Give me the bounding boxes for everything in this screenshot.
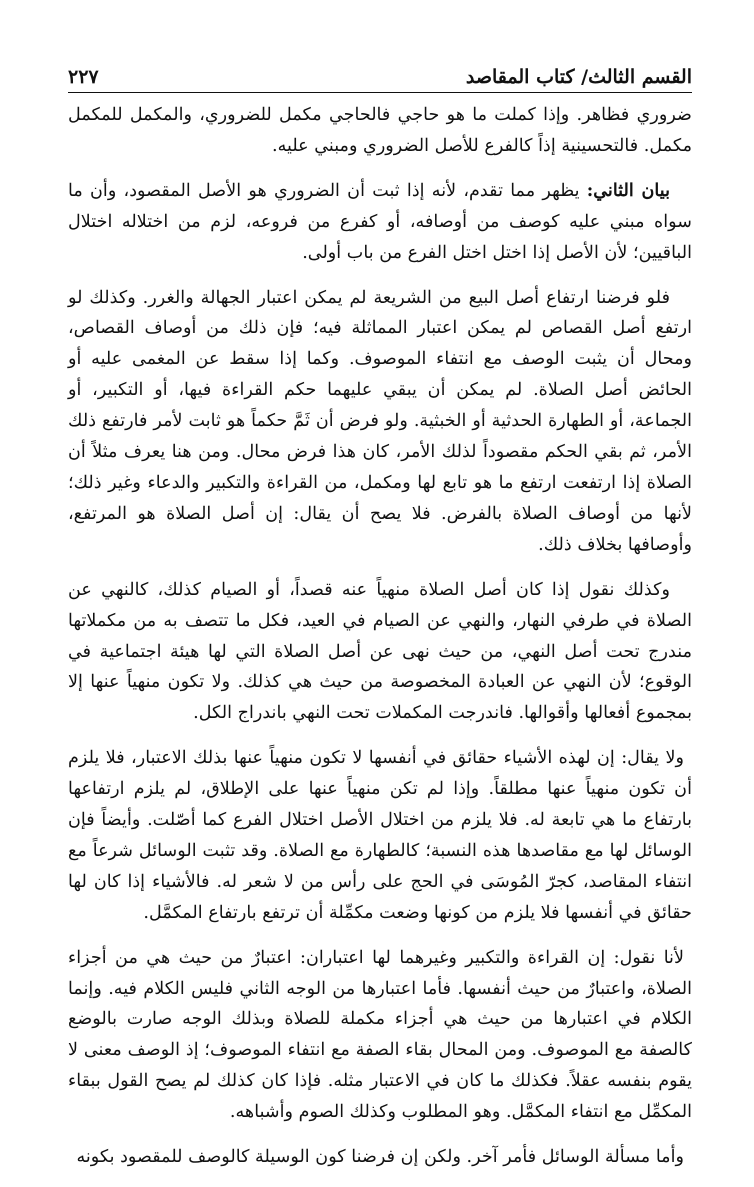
running-title: القسم الثالث/ كتاب المقاصد [465,66,692,88]
paragraph-text: لأنا نقول: إن القراءة والتكبير وغيرهما لها اعتباران: اعتبارٌ من حيث هي من أجزاء الصلاة، واعتبارٌ من حيث أنفسها. فأما اعتبارها من الوجه الثاني فليس الكلام فيه. وإنما الكلام في اعتبارها من حيث هي أجزاء مكملة للصلاة وبذلك الوجه صارت بالوضع كالصفة مع الموصوف. ومن المحال بقاء الصفة مع انتفاء الموصوف؛ إذ الوصف معنى لا يقوم بنفسه عقلاً. فكذلك ما كان في الاعتبار مثله. فإذا كان كذلك لم يصح القول ببقاء المكمِّل مع انتفاء المكمَّل. وهو المطلوب وكذلك الصوم وأشباهه. [68,947,692,1123]
paragraph [68,943,692,1128]
paragraph-lead: بيان الثاني: [586,179,670,201]
paragraph-text: وكذلك نقول إذا كان أصل الصلاة منهياً عنه قصداً، أو الصيام كذلك، كالنهي عن الصلاة في طرفي النهار، والنهي عن الصيام في العيد، فكل ما تتصف به من مكملاتها مندرج تحت أصل النهي، من حيث نهى عن أصل الصلاة التي لها هيئة اجتماعية في الوقوع؛ لأن النهي عن العبادة المخصوصة من حيث هي كذلك. ولا تكون منهياً عنها إلا بمجموع أفعالها وأقوالها. فاندرجت المكملات تحت النهي باندراج الكل. [68,579,692,724]
paragraph-text: ضروري فظاهر. وإذا كملت ما هو حاجي فالحاجي مكمل للضروري، والمكمل للمكمل مكمل. فالتحسينية إذاً كالفرع للأصل الضروري ومبني عليه. [68,105,692,156]
paragraph-text: فلو فرضنا ارتفاع أصل البيع من الشريعة لم يمكن اعتبار الجهالة والغرر. وكذلك لو ارتفع أصل القصاص لم يمكن اعتبار المماثلة فيه؛ فإن ذلك من أوصاف القصاص، ومحال أن يثبت الوصف مع انتفاء الموصوف. وكما إذا سقط عن المغمى عليه أو الحائض أصل الصلاة. لم يمكن أن يبقي عليهما حكم القراءة فيها، أو التكبير، أو الجماعة، أو الطهارة الحدثية أو الخبثية. ولو فرض أن ثَمَّ حكماً هو ثابت لأمر فارتفع ذلك الأمر، ثم بقي الحكم مقصوداً لذلك الأمر، كان هذا فرض محال. ومن هنا يعرف مثلاً أن الصلاة إذا ارتفعت ارتفع ما هو تابع لها ومكمل، من القراءة والتكبير والدعاء وغير ذلك؛ لأنها من أوصاف الصلاة بالفرض. فلا يصح أن يقال: إن أصل الصلاة هو المرتفع، وأوصافها بخلاف ذلك. [68,287,692,555]
paragraph [68,1142,692,1173]
paragraph [68,176,692,269]
paragraph-text: ولا يقال: إن لهذه الأشياء حقائق في أنفسها لا تكون منهياً عنها بذلك الاعتبار، فلا يلزم أن تكون منهياً عنها مطلقاً. وإذا لم تكن منهياً عنها على الإطلاق، لم يلزم ارتفاعها بارتفاع ما هي تابعة له. فلا يلزم من اختلال الأصل اختلال الفرع كما أصّلت. وأيضاً فإن الوسائل لها مع مقاصدها هذه النسبة؛ كالطهارة مع الصلاة. وقد تثبت الوسائل شرعاً مع انتفاء المقاصد، كجرّ المُوسَى في الحج على رأس من لا شعر له. فالأشياء إذا كان لها حقائق في أنفسها فلا يلزم من كونها وضعت مكمِّلة أن ترتفع بارتفاع المكمَّل. [68,748,692,923]
header-rule [68,92,692,93]
paragraph-text: يظهر مما تقدم، لأنه إذا ثبت أن الضروري هو الأصل المقصود، وأن ما سواه مبني عليه كوصف من أوصافه، أو كفرع من فروعه، لزم من اختلاله اختلال الباقيين؛ لأن الأصل إذا اختل اختل الفرع من باب أولى. [68,180,692,263]
paragraph [68,100,692,162]
page-number: ٢٢٧ [68,66,99,88]
body-text [68,100,692,1187]
paragraph [68,743,692,928]
paragraph [68,575,692,730]
paragraph-text: وأما مسألة الوسائل فأمر آخر. ولكن إن فرضنا كون الوسيلة كالوصف للمقصود بكونه [76,1147,684,1168]
paragraph [68,283,692,561]
page-header [68,58,692,88]
